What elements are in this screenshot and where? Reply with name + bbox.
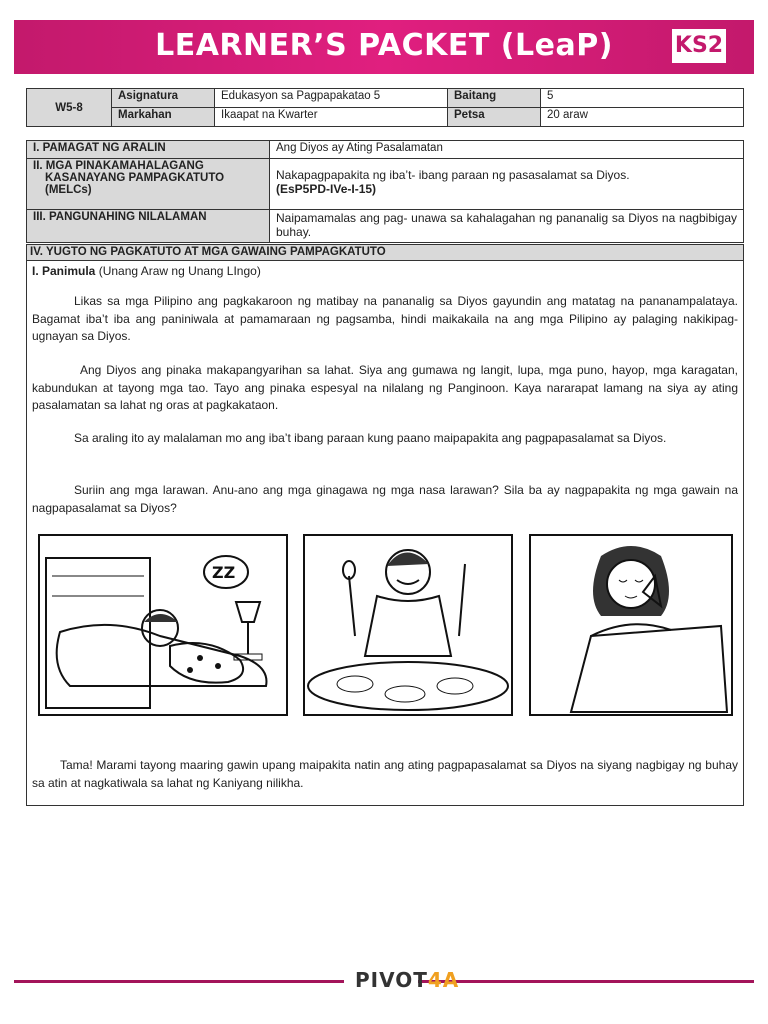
picture-sleeping-child xyxy=(38,534,288,716)
asignatura-label: Asignatura xyxy=(112,89,215,108)
boy-eating-drawing xyxy=(305,536,511,714)
pivot-logo-accent: 4A xyxy=(427,968,460,992)
melcs-value-cell xyxy=(270,159,744,210)
footer-line-right xyxy=(418,980,754,983)
panimula-heading xyxy=(32,263,738,281)
week-cell: W5-8 xyxy=(27,89,112,127)
subject-header-table xyxy=(26,88,744,127)
pamagat-value: Ang Diyos ay Ating Pasalamatan xyxy=(270,141,744,159)
baitang-value: 5 xyxy=(541,89,744,108)
nilalaman-label: III. PANGUNAHING NILALAMAN xyxy=(27,210,270,243)
banner-title: LEARNER’S PACKET (LeaP) xyxy=(155,28,613,63)
asignatura-value: Edukasyon sa Pagpapakatao 5 xyxy=(215,89,448,108)
zz-label: ZZ xyxy=(212,563,236,582)
section-iv-title: IV. YUGTO NG PAGKATUTO AT MGA GAWAING PAMPAGKATUTO xyxy=(26,244,744,261)
melcs-value: Nakapagpapakita ng iba’t- ibang paraan ng pasasalamat sa Diyos. xyxy=(276,168,630,182)
paragraph-2: Ang Diyos ang pinaka makapangyarihan sa lahat. Siya ang gumawa ng langit, lupa, mga puno, hayop, mga karagatan, kabundukan at tayong mga tao. Tayo ang pinaka espesyal na nilalang ng Panginoon. Kaya nararapat lamang na siya ay ating pasalamatan sa lahat ng oras at pagkakataon. xyxy=(32,363,738,412)
praying-girl-drawing xyxy=(531,536,731,714)
melcs-label-line-1: II. MGA PINAKAMAHALAGANG xyxy=(33,160,204,172)
paragraph-4: Suriin ang mga larawan. Anu-ano ang mga ginagawa ng mga nasa larawan? Sila ba ay nagpapakita ng mga gawain na nagpapasalamat sa Diyos? xyxy=(32,483,738,515)
paragraph-5: Tama! Marami tayong maaring gawin upang maipakita natin ang ating pagpapasalamat sa Diyos na siyang nagbigay ng buhay sa atin at nagkatiwala sa lahat ng Kaniyang nilikha. xyxy=(32,758,738,790)
picture-praying-girl xyxy=(529,534,733,716)
footer-line-left xyxy=(14,980,344,983)
markahan-label: Markahan xyxy=(112,108,215,127)
melcs-label-line-3: (MELCs) xyxy=(45,184,92,196)
panimula-label: I. Panimula xyxy=(32,264,96,278)
melcs-label xyxy=(27,159,270,210)
ks2-badge: KS2 xyxy=(672,29,726,63)
panimula-sub: (Unang Araw ng Unang LIngo) xyxy=(98,264,261,278)
melcs-label-line-2: KASANAYANG PAMPAGKATUTO xyxy=(45,172,225,184)
markahan-value: Ikaapat na Kwarter xyxy=(215,108,448,127)
melcs-code: (EsP5PD-IVe-I-15) xyxy=(276,182,377,196)
pamagat-label: I. PAMAGAT NG ARALIN xyxy=(27,141,270,159)
paragraph-1: Likas sa mga Pilipino ang pagkakaroon ng matibay na pananalig sa Diyos gayundin ang matatag na pananampalataya. Bagamat iba’t iba ang paniniwala at pamamaraan ng pagsamba, hindi maikakaila na ang mga Pilipino ay palaging nakikipag- ugnayan sa Diyos. xyxy=(32,294,738,343)
header-banner xyxy=(14,20,754,74)
pivot-logo xyxy=(355,968,459,992)
petsa-label: Petsa xyxy=(448,108,541,127)
paragraph-3: Sa araling ito ay malalaman mo ang iba’t ibang paraan kung paano maipapakita ang pagpapasalamat sa Diyos. xyxy=(74,431,667,445)
sleeping-child-drawing xyxy=(40,536,286,714)
lesson-info-table xyxy=(26,140,744,243)
nilalaman-value: Naipamamalas ang pag- unawa sa kahalagahan ng pananalig sa Diyos na nagbibigay buhay. xyxy=(270,210,744,243)
petsa-value: 20 araw xyxy=(541,108,744,127)
pivot-logo-main: PIVOT xyxy=(355,968,428,992)
baitang-label: Baitang xyxy=(448,89,541,108)
picture-boy-eating xyxy=(303,534,513,716)
